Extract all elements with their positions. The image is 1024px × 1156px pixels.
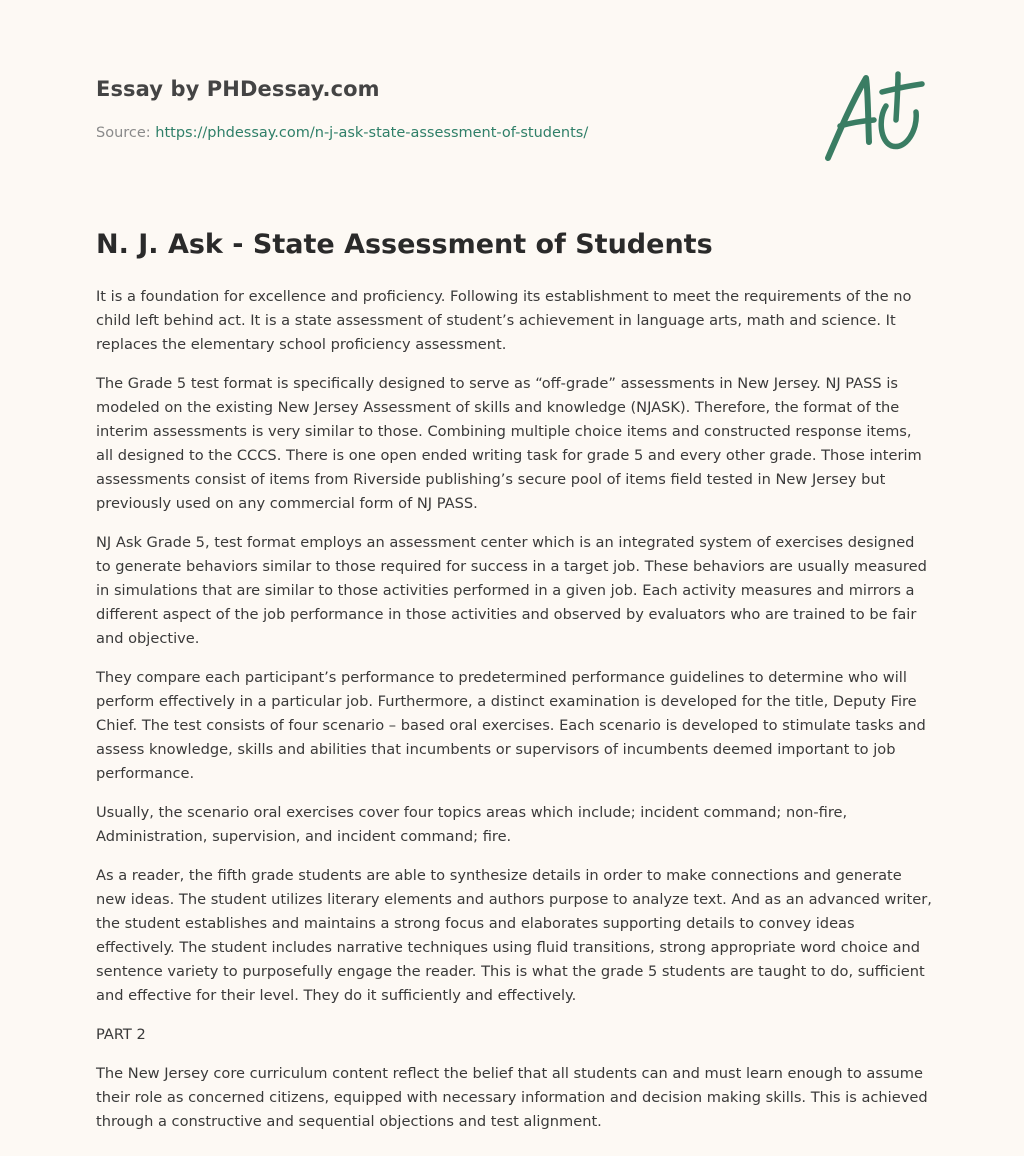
- page-header: [96, 74, 796, 143]
- paragraph: Usually, the scenario oral exercises cover four topics areas which include; incident command; non-fire, Administration, supervision, and incident command; fire.: [96, 804, 848, 845]
- paragraph: NJ Ask Grade 5, test format employs an assessment center which is an integrated system of exercises designed to generate behaviors similar to those required for success in a target job. These behaviors are usually measured in simulations that are similar to those activities performed in a given job. Each activity measures and mirrors a different aspect of the job performance in those activities and observed by evaluators who are trained to be fair and objective.: [96, 534, 927, 647]
- paragraph: It is a foundation for excellence and proficiency. Following its establishment to meet the requirements of the no child left behind act. It is a state assessment of student’s achievement in language arts, math and science. It replaces the elementary school proficiency assessment.: [96, 288, 912, 353]
- source-label: Source:: [96, 125, 151, 141]
- section-heading: PART 2: [96, 1026, 146, 1043]
- article-body: [96, 285, 932, 1149]
- paragraph: As a reader, the fifth grade students are able to synthesize details in order to make connections and generate new ideas. The student utilizes literary elements and authors purpose to analyze text. And as an advanced writer, the student establishes and maintains a strong focus and elaborates supporting details to convey ideas effectively. The student includes narrative techniques using fluid transitions, strong appropriate word choice and sentence variety to purposefully engage the reader. This is what the grade 5 students are taught to do, sufficient and effective for their level. They do it sufficiently and effectively.: [96, 867, 932, 1004]
- source-line: [96, 123, 796, 143]
- paragraph: The New Jersey core curriculum content reflect the belief that all students can and must learn enough to assume their role as concerned citizens, equipped with necessary information and decision making skills. This is achieved through a constructive and sequential objections and test alignment.: [96, 1065, 928, 1130]
- paragraph: The Grade 5 test format is specifically designed to serve as “off-grade” assessments in New Jersey. NJ PASS is modeled on the existing New Jersey Assessment of skills and knowledge (NJASK). Therefore, the format of the interim assessments is very similar to those. Combining multiple choice items and constructed response items, all designed to the CCCS. There is one open ended writing task for grade 5 and every other grade. Those interim assessments consist of items from Riverside publishing’s secure pool of items field tested in New Jersey but previously used on any commercial form of NJ PASS.: [96, 375, 922, 512]
- paragraph: They compare each participant’s performance to predetermined performance guidelines to determine who will perform effectively in a particular job. Furthermore, a distinct examination is developed for the title, Deputy Fire Chief. The test consists of four scenario – based oral exercises. Each scenario is developed to stimulate tasks and assess knowledge, skills and abilities that incumbents or supervisors of incumbents deemed important to job performance.: [96, 669, 926, 782]
- source-link[interactable]: https://phdessay.com/n-j-ask-state-assessment-of-students/: [155, 125, 589, 141]
- a-plus-logo: [822, 68, 926, 164]
- article-title: N. J. Ask - State Assessment of Students: [96, 229, 713, 260]
- site-title: Essay by PHDessay.com: [96, 77, 380, 101]
